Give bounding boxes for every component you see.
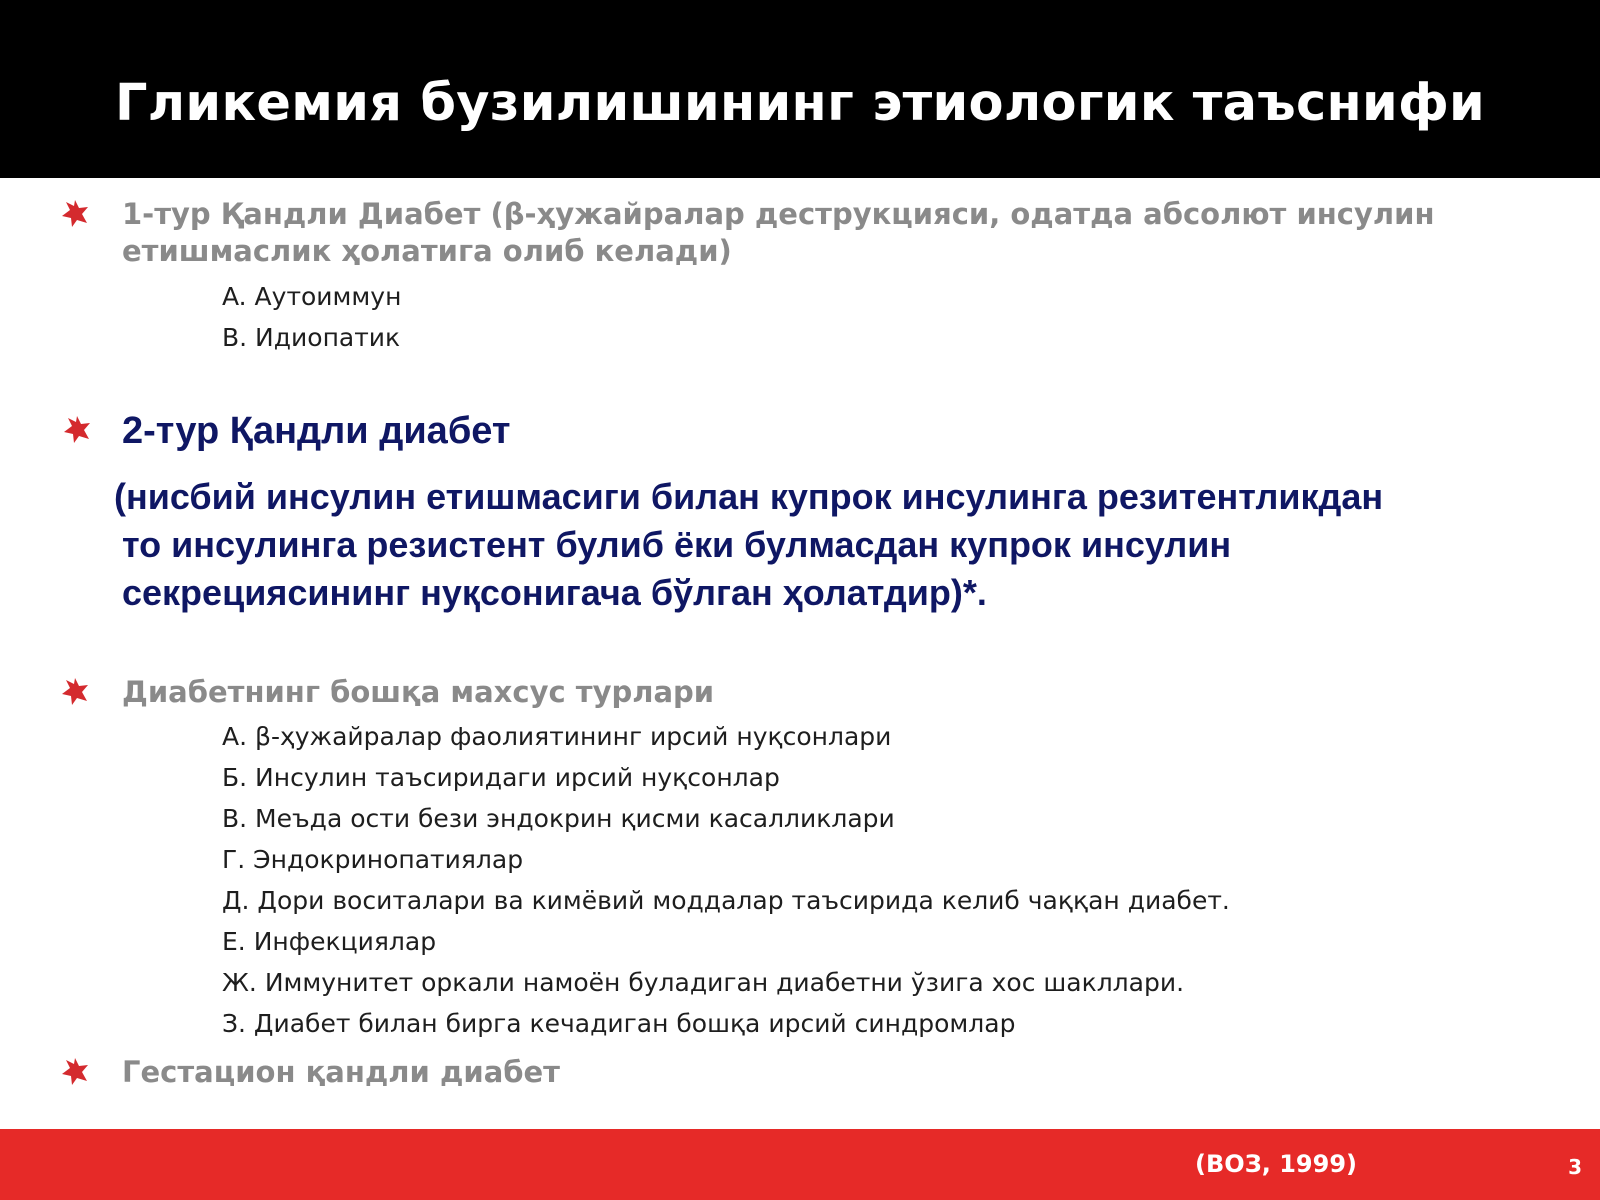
section-2-description (114, 473, 1564, 617)
section-1-item-b: B. Идиопатик (222, 323, 401, 352)
red-star-icon (60, 1056, 90, 1086)
section-3-item: З. Диабет билан бирга кечадиган бошқа ирсий синдромлар (222, 1009, 1016, 1038)
section-2-heading: 2-тур Қандли диабет (122, 410, 511, 452)
section-3-item: В. Меъда ости бези эндокрин қисми касалликлари (222, 804, 895, 833)
section-3-item: Ж. Иммунитет оркали намоён буладиган диабетни ўзига хос шакллари. (222, 968, 1185, 997)
section-3-item: Б. Инсулин таъсиридаги ирсий нуқсонлар (222, 763, 780, 792)
red-star-icon (60, 676, 90, 706)
slide-footer (0, 1129, 1600, 1200)
page-number: 3 (1568, 1155, 1582, 1179)
section-3-item: Г. Эндокринопатиялар (222, 845, 524, 874)
section-2-description-line-3: секрециясининг нуқсонигача бўлган ҳолатдир)*. (122, 572, 987, 613)
section-2-description-line-2: то инсулинга резистент булиб ёки булмасдан купрок инсулин (122, 524, 1232, 565)
red-star-icon (60, 198, 90, 228)
section-3-heading: Диабетнинг бошқа махсус турлари (122, 675, 715, 709)
section-1-heading-line-1: 1-тур Қандли Диабет (β-ҳужайралар деструкцияси, одатда абсолют инсулин (122, 197, 1435, 231)
section-3-item: Д. Дори воситалари ва кимёвий моддалар таъсирида келиб чаққан диабет. (222, 886, 1230, 915)
section-1-heading (122, 196, 1502, 270)
section-3-item: А. β-ҳужайралар фаолиятининг ирсий нуқсонлари (222, 722, 892, 751)
section-3-item: Е. Инфекциялар (222, 927, 437, 956)
section-1-item-a: A. Аутоиммун (222, 282, 402, 311)
source-citation: (ВОЗ, 1999) (1195, 1150, 1357, 1178)
slide-title: Гликемия бузилишининг этиологик таъснифи (114, 74, 1486, 133)
section-4-heading: Гестацион қандли диабет (122, 1055, 560, 1089)
section-2-description-line-1: (нисбий инсулин етишмасиги билан купрок инсулинга резитентликдан (114, 476, 1384, 517)
red-star-icon (62, 414, 92, 444)
section-1-heading-line-2: етишмаслик ҳолатига олиб келади) (122, 234, 732, 268)
